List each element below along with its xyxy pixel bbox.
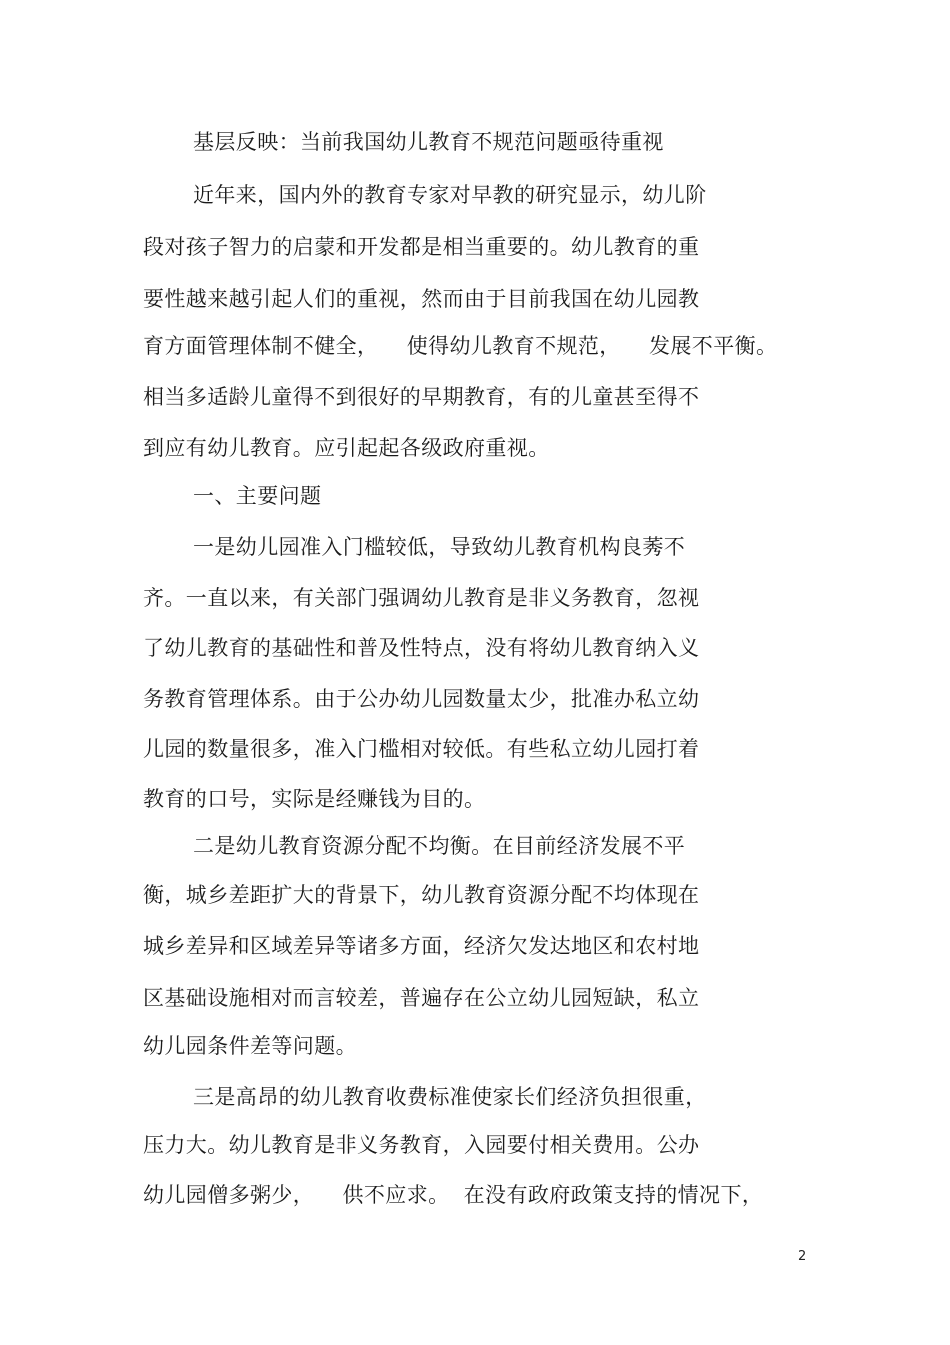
section-heading: 一、主要问题 bbox=[193, 484, 322, 508]
paragraph-1-line-2: 段对孩子智力的启蒙和开发都是相当重要的。幼儿教育的重 bbox=[143, 235, 700, 259]
paragraph-2-line-1: 一是幼儿园准入门槛较低，导致幼儿教育机构良莠不 bbox=[193, 535, 686, 559]
paragraph-3-line-4: 区基础设施相对而言较差，普遍存在公立幼儿园短缺，私立 bbox=[143, 986, 700, 1010]
document-title: 基层反映：当前我国幼儿教育不规范问题亟待重视 bbox=[193, 130, 664, 154]
paragraph-1-line-4: 育方面管理体制不健全， 使得幼儿教育不规范， 发展不平衡。 bbox=[143, 334, 778, 358]
paragraph-2-line-3: 了幼儿教育的基础性和普及性特点，没有将幼儿教育纳入义 bbox=[143, 636, 700, 660]
paragraph-3-line-3: 城乡差异和区域差异等诸多方面，经济欠发达地区和农村地 bbox=[143, 934, 700, 958]
paragraph-3-line-5: 幼儿园条件差等问题。 bbox=[143, 1034, 357, 1058]
paragraph-3-line-1: 二是幼儿教育资源分配不均衡。在目前经济发展不平 bbox=[193, 834, 686, 858]
paragraph-2-line-2: 齐。一直以来，有关部门强调幼儿教育是非义务教育，忽视 bbox=[143, 586, 700, 610]
paragraph-1-line-3: 要性越来越引起人们的重视，然而由于目前我国在幼儿园教 bbox=[143, 287, 700, 311]
paragraph-1-line-6: 到应有幼儿教育。应引起起各级政府重视。 bbox=[143, 436, 550, 460]
paragraph-1-line-1: 近年来，国内外的教育专家对早教的研究显示，幼儿阶 bbox=[193, 183, 707, 207]
page-number: 2 bbox=[798, 1249, 807, 1264]
paragraph-2-line-4: 务教育管理体系。由于公办幼儿园数量太少，批准办私立幼 bbox=[143, 687, 700, 711]
paragraph-4-line-3: 幼儿园僧多粥少， 供不应求。 在没有政府政策支持的情况下， bbox=[143, 1183, 764, 1207]
paragraph-4-line-1: 三是高昂的幼儿教育收费标准使家长们经济负担很重， bbox=[193, 1085, 707, 1109]
paragraph-1-line-5: 相当多适龄儿童得不到很好的早期教育，有的儿童甚至得不 bbox=[143, 385, 700, 409]
paragraph-3-line-2: 衡，城乡差距扩大的背景下，幼儿教育资源分配不均体现在 bbox=[143, 883, 700, 907]
paragraph-2-line-5: 儿园的数量很多，准入门槛相对较低。有些私立幼儿园打着 bbox=[143, 737, 700, 761]
paragraph-2-line-6: 教育的口号，实际是经赚钱为目的。 bbox=[143, 787, 486, 811]
paragraph-4-line-2: 压力大。幼儿教育是非义务教育，入园要付相关费用。公办 bbox=[143, 1133, 700, 1157]
